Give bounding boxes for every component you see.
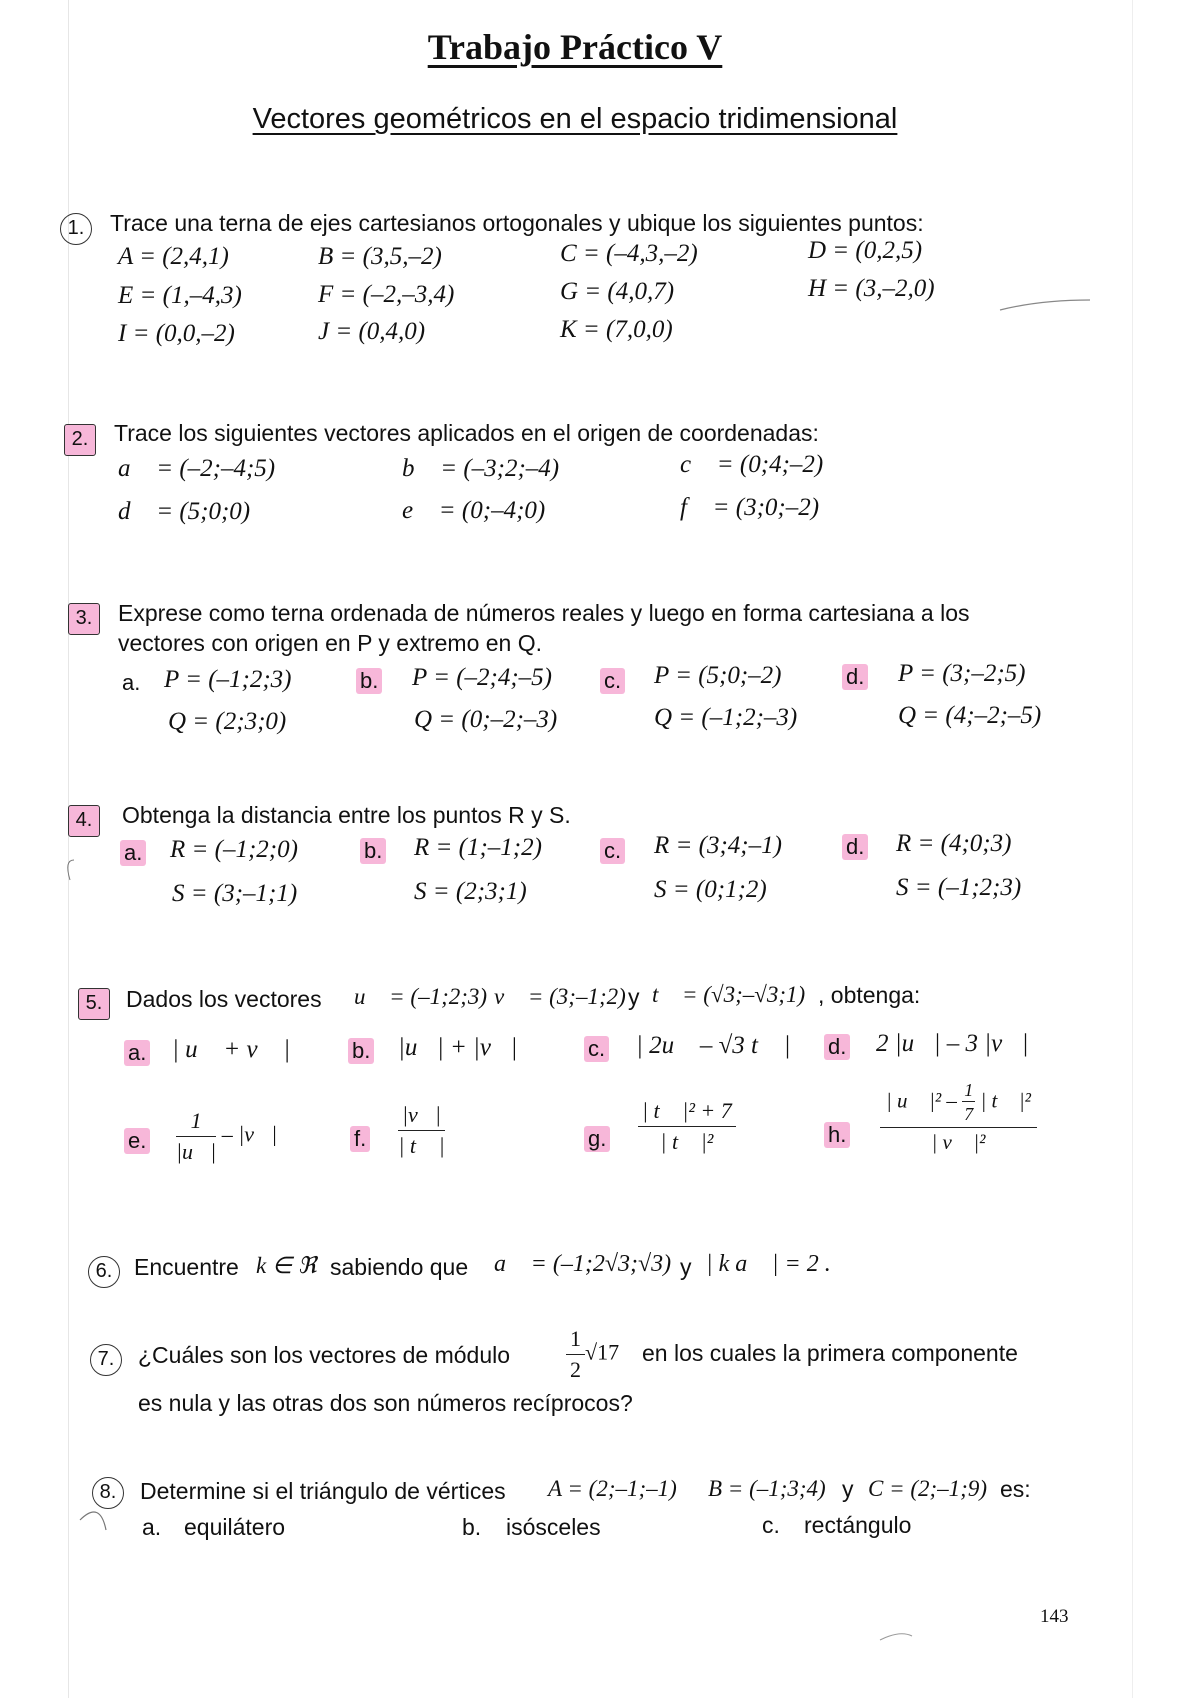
exercise-6-condition: | k a⃗ | = 2 . xyxy=(706,1251,831,1277)
exercise-5-item-h-inner-denominator: 7 xyxy=(964,1104,974,1124)
exercise-8-option-b: isósceles xyxy=(506,1514,601,1540)
exercise-5-item-g-denominator: | t⃗ |² xyxy=(660,1129,714,1154)
exercise-2-text: Trace los siguientes vectores aplicados en el origen de coordenadas: xyxy=(114,420,819,446)
exercise-4-number: 4. xyxy=(68,805,100,837)
exercise-8-option-c: rectángulo xyxy=(804,1512,912,1538)
exercise-5-item-h-denominator: | v⃗ |² xyxy=(931,1130,986,1154)
vector-d: d⃗ = (5;0;0) xyxy=(118,498,251,525)
exercise-3-number: 3. xyxy=(68,603,100,635)
exercise-3-item-d-q: Q = (4;–2;–5) xyxy=(898,702,1042,729)
exercise-3-item-b-label: b. xyxy=(356,668,382,694)
exercise-7-fraction-numerator: 1 xyxy=(566,1326,585,1355)
vector-c: c⃗ = (0;4;–2) xyxy=(680,451,824,478)
exercise-8-es: es: xyxy=(1000,1476,1031,1502)
exercise-8-option-a: equilátero xyxy=(184,1514,286,1540)
exercise-5-number: 5. xyxy=(78,988,110,1020)
exercise-3-item-d-label: d. xyxy=(842,664,868,690)
pen-stroke-mark xyxy=(1000,300,1090,310)
exercise-8-y: y xyxy=(842,1476,854,1502)
exercise-3-line-1: Exprese como terna ordenada de números reales y luego en forma cartesiana a los xyxy=(118,600,970,626)
point-H: H = (3,–2,0) xyxy=(808,275,935,302)
exercise-5-item-f-denominator: | t⃗ | xyxy=(398,1133,445,1158)
exercise-3-item-d-p: P = (3;–2;5) xyxy=(898,660,1026,687)
exercise-7-line-2: es nula y las otras dos son números recíprocos? xyxy=(138,1390,633,1416)
vector-b: b⃗ = (–3;2;–4) xyxy=(402,455,560,482)
exercise-4-item-c-s: S = (0;1;2) xyxy=(654,876,767,903)
exercise-5-item-a-label: a. xyxy=(124,1040,150,1066)
exercise-5-item-a-expr: | u⃗ + v⃗ | xyxy=(172,1036,291,1063)
exercise-8-option-c-label: c. xyxy=(762,1512,780,1538)
pen-curve-mark xyxy=(80,1512,106,1530)
point-D: D = (0,2,5) xyxy=(808,237,923,264)
point-F: F = (–2,–3,4) xyxy=(318,281,455,308)
exercise-3-line-2: vectores con origen en P y extremo en Q. xyxy=(118,630,543,656)
point-B: B = (3,5,–2) xyxy=(318,243,442,270)
exercise-4-text: Obtenga la distancia entre los puntos R y S. xyxy=(122,802,571,828)
exercise-4-item-d-s: S = (–1;2;3) xyxy=(896,874,1022,901)
exercise-5-item-c-label: c. xyxy=(584,1036,609,1062)
exercise-8-option-a-label: a. xyxy=(142,1514,162,1540)
exercise-3-item-a-label: a. xyxy=(122,670,141,695)
exercise-6-number: 6. xyxy=(88,1256,120,1288)
exercise-4-item-d-r: R = (4;0;3) xyxy=(896,830,1012,857)
exercise-5-item-h-inner-numerator: 1 xyxy=(964,1080,974,1100)
exercise-5-item-f-label: f. xyxy=(350,1126,370,1152)
exercise-7-text-a: ¿Cuáles son los vectores de módulo xyxy=(138,1342,511,1368)
exercise-5-y: y xyxy=(628,984,640,1010)
page-title: Trabajo Práctico V xyxy=(427,27,723,67)
exercise-5-item-h-label: h. xyxy=(824,1122,850,1148)
exercise-1-text: Trace una terna de ejes cartesianos ortogonales y ubique los siguientes puntos: xyxy=(110,210,924,236)
point-C: C = (–4,3,–2) xyxy=(560,240,698,267)
exercise-3-item-a-q: Q = (2;3;0) xyxy=(168,708,287,735)
exercise-5-item-b-expr: |u⃗| + |v⃗| xyxy=(398,1034,518,1061)
vector-u-definition: u⃗ = (–1;2;3) xyxy=(354,984,488,1009)
exercise-3-item-b-q: Q = (0;–2;–3) xyxy=(414,706,558,733)
exercise-4-item-d-label: d. xyxy=(842,834,868,860)
exercise-5-item-h-numerator-part-2: | t⃗ |² xyxy=(980,1088,1031,1113)
exercise-5-item-e-denominator: |u⃗| xyxy=(176,1139,217,1164)
point-G: G = (4,0,7) xyxy=(560,278,675,305)
exercise-5-item-g-numerator: | t⃗ |² + 7 xyxy=(638,1098,736,1127)
exercise-5-item-e-rest: – |v⃗| xyxy=(221,1121,278,1147)
point-K: K = (7,0,0) xyxy=(560,316,673,343)
exercise-3-item-c-q: Q = (–1;2;–3) xyxy=(654,704,798,731)
exercise-6-vector-a: a⃗ = (–1;2√3;√3) xyxy=(494,1251,672,1277)
vector-e: e⃗ = (0;–4;0) xyxy=(402,497,546,524)
exercise-5-item-c-expr: | 2u⃗ – √3 t⃗ | xyxy=(636,1032,791,1059)
exercise-4-item-b-s: S = (2;3;1) xyxy=(414,878,527,905)
exercise-3-item-c-p: P = (5;0;–2) xyxy=(654,662,782,689)
vector-f: f⃗ = (3;0;–2) xyxy=(680,494,820,521)
exercise-4-item-c-r: R = (3;4;–1) xyxy=(654,832,782,859)
exercise-2-number: 2. xyxy=(64,424,96,456)
exercise-5-item-d-expr: 2 |u⃗| – 3 |v⃗| xyxy=(876,1030,1029,1057)
exercise-7-root: √17 xyxy=(585,1339,620,1365)
point-J: J = (0,4,0) xyxy=(318,318,426,345)
point-I: I = (0,0,–2) xyxy=(118,320,235,347)
exercise-5-outro: , obtenga: xyxy=(818,982,921,1008)
exercise-4-item-b-label: b. xyxy=(360,838,386,864)
exercise-4-item-a-s: S = (3;–1;1) xyxy=(172,880,298,907)
exercise-4-item-a-label: a. xyxy=(120,840,146,866)
exercise-6-text-e: y xyxy=(680,1254,692,1280)
pen-margin-mark xyxy=(68,860,74,880)
exercise-5-item-g-label: g. xyxy=(584,1126,610,1152)
exercise-6-text-c: sabiendo que xyxy=(330,1254,469,1280)
vector-v-definition: v⃗ = (3;–1;2) xyxy=(494,984,626,1009)
exercise-5-item-f-numerator: |v⃗| xyxy=(398,1102,445,1131)
exercise-8-vertex-A: A = (2;–1;–1) xyxy=(548,1476,677,1501)
exercise-4-item-b-r: R = (1;–1;2) xyxy=(414,834,542,861)
exercise-5-item-e-numerator: 1 xyxy=(176,1108,216,1137)
exercise-8-number: 8. xyxy=(92,1477,124,1509)
exercise-3-item-c-label: c. xyxy=(600,668,625,694)
exercise-8-vertex-C: C = (2;–1;9) xyxy=(868,1476,987,1501)
exercise-6-text-a: Encuentre xyxy=(134,1254,239,1280)
exercise-5-item-b-label: b. xyxy=(348,1038,374,1064)
exercise-5-item-e-label: e. xyxy=(124,1128,150,1154)
point-A: A = (2,4,1) xyxy=(118,243,229,270)
exercise-5-intro: Dados los vectores xyxy=(126,986,322,1012)
exercise-8-option-b-label: b. xyxy=(462,1514,482,1540)
exercise-7-number: 7. xyxy=(90,1344,122,1376)
exercise-5-item-h-numerator-part-1: | u⃗ |² – xyxy=(886,1088,957,1113)
page-subtitle: Vectores geométricos en el espacio tridimensional xyxy=(252,103,898,135)
exercise-5-item-d-label: d. xyxy=(824,1034,850,1060)
exercise-4-item-c-label: c. xyxy=(600,838,625,864)
exercise-1-number: 1. xyxy=(60,213,92,245)
exercise-8-text: Determine si el triángulo de vértices xyxy=(140,1478,506,1504)
exercise-3-item-b-p: P = (–2;4;–5) xyxy=(412,664,552,691)
exercise-4-item-a-r: R = (–1;2;0) xyxy=(170,836,298,863)
exercise-8-vertex-B: B = (–1;3;4) xyxy=(708,1476,826,1501)
exercise-7-fraction-denominator: 2 xyxy=(570,1357,581,1382)
vector-a: a⃗ = (–2;–4;5) xyxy=(118,455,276,482)
exercise-3-item-a-p: P = (–1;2;3) xyxy=(164,666,292,693)
point-E: E = (1,–4,3) xyxy=(118,282,242,309)
page-number: 143 xyxy=(1040,1606,1069,1627)
exercise-6-k-real: k ∈ ℜ xyxy=(256,1253,317,1278)
exercise-7-text-b: en los cuales la primera componente xyxy=(642,1340,1018,1366)
pen-small-mark xyxy=(880,1634,912,1640)
vector-t-definition: t⃗ = (√3;–√3;1) xyxy=(652,982,806,1007)
